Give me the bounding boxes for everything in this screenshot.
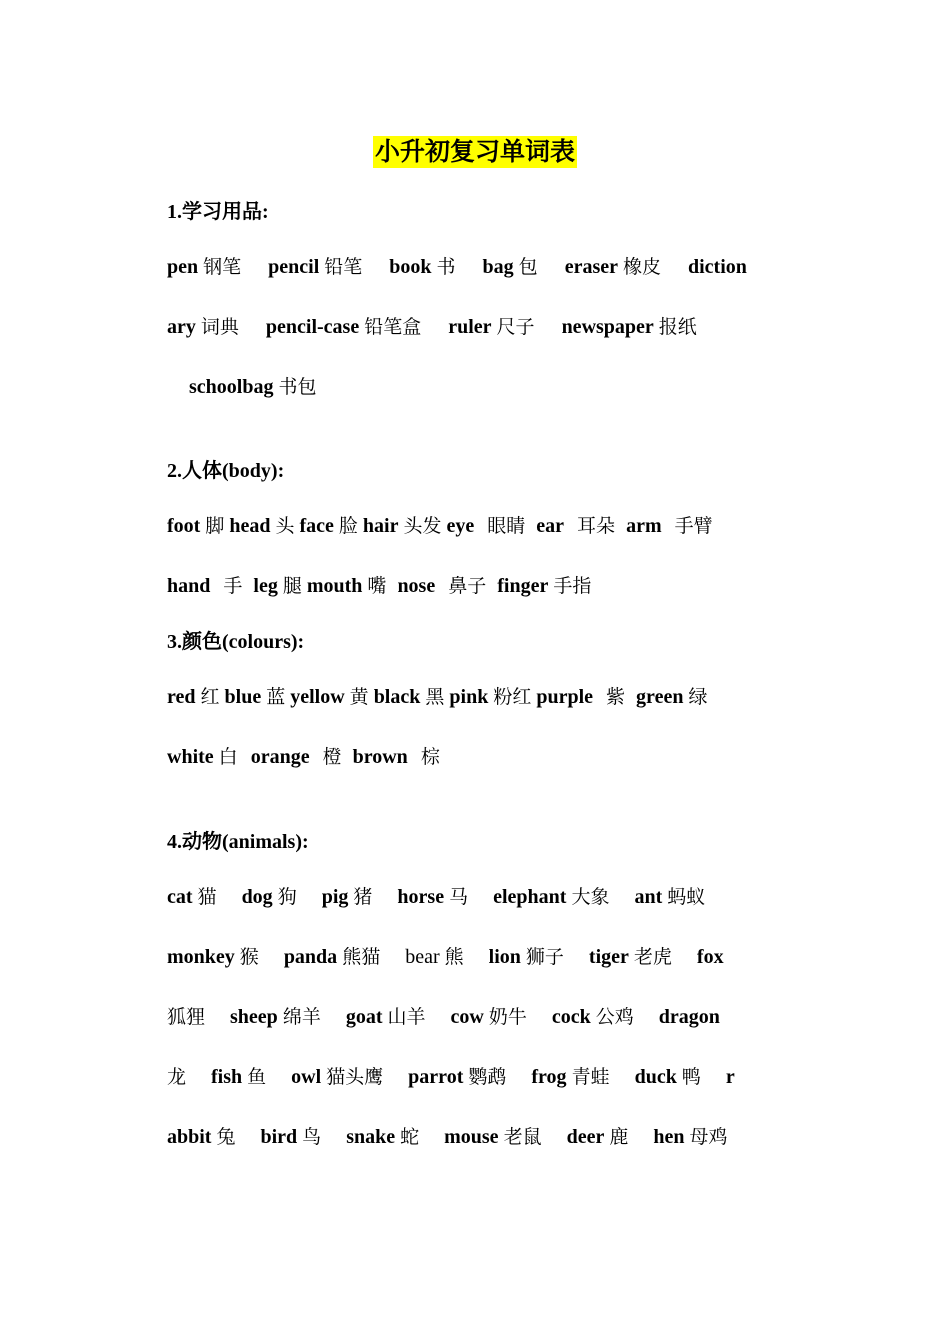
english-word: bear	[405, 946, 440, 968]
english-word: tiger	[588, 946, 629, 968]
chinese-meaning: 手指	[553, 575, 592, 597]
english-word: parrot	[408, 1066, 464, 1088]
english-word: ary	[167, 316, 196, 338]
vocab-line	[167, 743, 787, 771]
english-word: goat	[345, 1006, 383, 1028]
english-word: purple	[536, 686, 594, 708]
vocab-line	[167, 683, 787, 711]
chinese-meaning: 铅笔盒	[364, 316, 422, 338]
vocab-line	[167, 883, 787, 911]
chinese-meaning: 粉红	[493, 686, 532, 708]
english-word: face	[299, 515, 334, 537]
english-word: cow	[450, 1006, 484, 1028]
chinese-meaning: 老鼠	[503, 1126, 542, 1148]
chinese-meaning: 手	[223, 575, 243, 597]
english-word: panda	[283, 946, 338, 968]
english-word: black	[373, 686, 421, 708]
chinese-meaning: 公鸡	[595, 1006, 634, 1028]
chinese-meaning: 鹦鹉	[468, 1066, 507, 1088]
chinese-meaning: 耳朵	[577, 515, 616, 537]
english-word: hand	[167, 575, 211, 597]
english-word: fox	[696, 946, 724, 968]
vocab-line	[167, 1063, 787, 1091]
chinese-meaning: 头发	[403, 515, 442, 537]
vocab-line	[167, 1123, 787, 1151]
chinese-meaning: 包	[518, 256, 538, 278]
english-word: cock	[551, 1006, 591, 1028]
chinese-meaning: 棕	[420, 746, 440, 768]
english-word: eye	[446, 515, 475, 537]
chinese-meaning: 猫	[197, 886, 217, 908]
chinese-meaning: 熊	[444, 946, 464, 968]
chinese-meaning: 母鸡	[689, 1126, 728, 1148]
english-word: pen	[167, 256, 199, 278]
chinese-meaning: 脸	[338, 515, 358, 537]
english-word: r	[725, 1066, 735, 1088]
english-word: ant	[634, 886, 663, 908]
vocab-line	[189, 373, 809, 401]
chinese-meaning: 狮子	[525, 946, 564, 968]
chinese-meaning: 猫头鹰	[326, 1066, 384, 1088]
vocab-line	[167, 572, 787, 600]
vocab-line	[167, 512, 787, 540]
english-word: mouse	[444, 1126, 499, 1148]
chinese-meaning: 钢笔	[203, 256, 242, 278]
english-word: fish	[211, 1066, 243, 1088]
english-word: eraser	[564, 256, 618, 278]
english-word: mouth	[306, 575, 363, 597]
chinese-meaning: 鸟	[302, 1126, 322, 1148]
chinese-meaning: 老虎	[633, 946, 672, 968]
english-word: ear	[536, 515, 565, 537]
english-word: frog	[531, 1066, 567, 1088]
chinese-meaning: 猪	[353, 886, 373, 908]
english-word: snake	[346, 1126, 396, 1148]
english-word: hen	[653, 1126, 685, 1148]
english-word: head	[229, 515, 271, 537]
english-word: bag	[482, 256, 514, 278]
chinese-meaning: 黑	[425, 686, 445, 708]
chinese-meaning: 报纸	[658, 316, 697, 338]
chinese-meaning: 蛇	[400, 1126, 420, 1148]
english-word: owl	[291, 1066, 322, 1088]
english-word: leg	[253, 575, 278, 597]
chinese-meaning: 白	[218, 746, 238, 768]
english-word: newspaper	[561, 316, 654, 338]
english-word: pencil	[268, 256, 320, 278]
english-word: orange	[250, 746, 310, 768]
chinese-meaning: 蓝	[266, 686, 286, 708]
chinese-meaning: 山羊	[387, 1006, 426, 1028]
english-word: foot	[167, 515, 201, 537]
english-word: dragon	[658, 1006, 720, 1028]
chinese-meaning: 铅笔	[324, 256, 363, 278]
chinese-meaning: 书包	[278, 376, 317, 398]
english-word: nose	[397, 575, 436, 597]
chinese-meaning: 书	[436, 256, 456, 278]
chinese-meaning: 黄	[349, 686, 369, 708]
english-word: monkey	[167, 946, 235, 968]
chinese-meaning: 熊猫	[342, 946, 381, 968]
english-word: pig	[321, 886, 349, 908]
english-word: green	[636, 686, 684, 708]
chinese-meaning: 脚	[205, 515, 225, 537]
section-heading-colours: 3.颜色(colours):	[167, 631, 305, 653]
english-word: pink	[449, 686, 489, 708]
english-word: hair	[362, 515, 399, 537]
chinese-meaning: 橡皮	[622, 256, 661, 278]
vocab-line	[167, 313, 787, 341]
chinese-meaning: 尺子	[496, 316, 535, 338]
english-word: elephant	[493, 886, 567, 908]
english-word: bird	[260, 1126, 298, 1148]
chinese-meaning: 龙	[167, 1066, 187, 1088]
chinese-meaning: 鼻子	[448, 575, 487, 597]
vocab-line	[167, 943, 787, 971]
english-word: lion	[488, 946, 521, 968]
chinese-meaning: 猴	[239, 946, 259, 968]
chinese-meaning: 腿	[282, 575, 302, 597]
chinese-meaning: 绵羊	[282, 1006, 321, 1028]
english-word: yellow	[290, 686, 345, 708]
vocab-line	[167, 253, 787, 281]
english-word: red	[167, 686, 196, 708]
english-word: ruler	[448, 316, 492, 338]
english-word: arm	[626, 515, 662, 537]
page-title: 小升初复习单词表	[374, 137, 575, 166]
english-word: sheep	[230, 1006, 278, 1028]
chinese-meaning: 奶牛	[488, 1006, 527, 1028]
chinese-meaning: 紫	[606, 686, 626, 708]
chinese-meaning: 橙	[322, 746, 342, 768]
vocab-line	[167, 1003, 787, 1031]
chinese-meaning: 词典	[200, 316, 239, 338]
chinese-meaning: 手臂	[674, 515, 713, 537]
english-word: duck	[634, 1066, 677, 1088]
english-word: blue	[224, 686, 262, 708]
english-word: horse	[397, 886, 445, 908]
chinese-meaning: 鸭	[681, 1066, 701, 1088]
chinese-meaning: 狐狸	[167, 1006, 206, 1028]
english-word: finger	[497, 575, 549, 597]
chinese-meaning: 红	[200, 686, 220, 708]
english-word: book	[389, 256, 432, 278]
section-heading-school-supplies: 1.学习用品:	[167, 201, 269, 223]
section-heading-animals: 4.动物(animals):	[167, 831, 309, 853]
english-word: dog	[241, 886, 273, 908]
section-heading-body: 2.人体(body):	[167, 460, 285, 482]
chinese-meaning: 青蛙	[571, 1066, 610, 1088]
chinese-meaning: 眼睛	[487, 515, 526, 537]
chinese-meaning: 嘴	[367, 575, 387, 597]
chinese-meaning: 蚂蚁	[667, 886, 706, 908]
english-word: cat	[167, 886, 193, 908]
english-word: brown	[352, 746, 408, 768]
english-word: deer	[566, 1126, 605, 1148]
english-word: pencil-case	[265, 316, 360, 338]
chinese-meaning: 大象	[571, 886, 610, 908]
english-word: schoolbag	[189, 376, 274, 398]
chinese-meaning: 绿	[688, 686, 708, 708]
chinese-meaning: 兔	[216, 1126, 236, 1148]
chinese-meaning: 马	[449, 886, 469, 908]
chinese-meaning: 头	[275, 515, 295, 537]
chinese-meaning: 狗	[277, 886, 297, 908]
english-word: white	[167, 746, 214, 768]
chinese-meaning: 鹿	[609, 1126, 629, 1148]
chinese-meaning: 鱼	[247, 1066, 267, 1088]
english-word: diction	[688, 256, 747, 278]
english-word: abbit	[167, 1126, 212, 1148]
